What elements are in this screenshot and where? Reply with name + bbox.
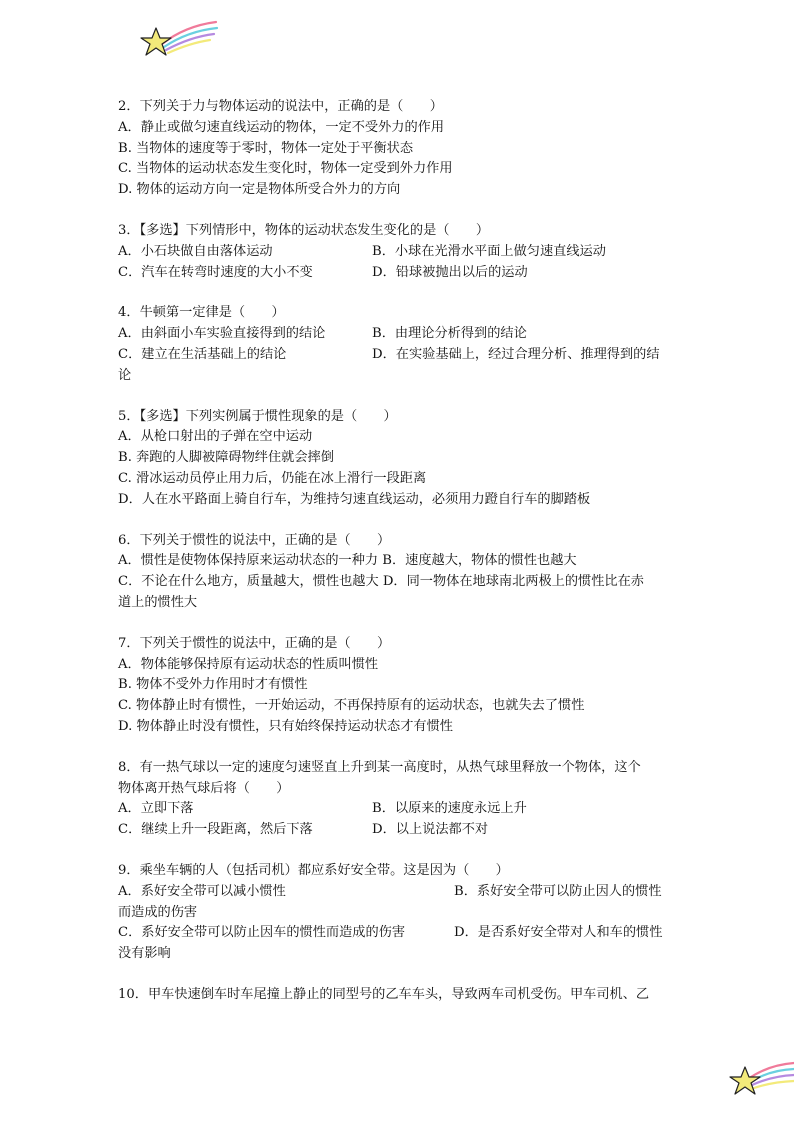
option-d: D. 物体静止时没有惯性，只有始终保持运动状态才有惯性 <box>118 718 453 734</box>
option-b: B．由理论分析得到的结论 <box>372 326 527 342</box>
question-4 <box>118 303 678 386</box>
option-row <box>118 820 678 841</box>
question-stem: 6．下列关于惯性的说法中，正确的是（ ） <box>118 532 391 548</box>
option-c: C. 物体静止时有惯性，一开始运动，不再保持原有的运动状态，也就失去了惯性 <box>118 698 585 714</box>
option-row <box>118 324 678 345</box>
option-a: A．小石块做自由落体运动 <box>118 243 273 259</box>
question-stem: 4．牛顿第一定律是（ ） <box>118 305 285 321</box>
option-line: C．不论在什么地方，质量越大，惯性也越大 D．同一物体在地球南北两极上的惯性比在赤 <box>118 574 644 590</box>
option-b-continued: 而造成的伤害 <box>118 904 198 920</box>
option-a: A．立即下落 <box>118 801 194 817</box>
option-d: D．以上说法都不对 <box>372 822 489 838</box>
question-stem: 10．甲车快速倒车时车尾撞上静止的同型号的乙车车头，导致两车司机受伤。甲车司机、乙 <box>118 986 650 1002</box>
question-stem: 2．下列关于力与物体运动的说法中，正确的是（ ） <box>118 99 443 114</box>
question-2 <box>118 97 678 201</box>
option-a: A．由斜面小车实验直接得到的结论 <box>118 326 326 342</box>
question-stem: 9．乘坐车辆的人（包括司机）都应系好安全带。这是因为（ ） <box>118 862 509 878</box>
option-row <box>118 242 678 263</box>
question-stem: 3．【多选】下列情形中，物体的运动状态发生变化的是（ ） <box>118 222 490 238</box>
question-10 <box>118 985 678 1006</box>
question-5 <box>118 407 678 511</box>
option-d: D．在实验基础上，经过合理分析、推理得到的结 <box>372 346 660 362</box>
option-row <box>118 882 678 903</box>
option-b: B. 当物体的速度等于零时，物体一定处于平衡状态 <box>118 140 414 156</box>
question-3 <box>118 221 678 283</box>
shooting-star-icon <box>140 18 220 64</box>
option-c: C．系好安全带可以防止因车的惯性而造成的伤害 <box>118 925 406 941</box>
question-stem: 8．有一热气球以一定的速度匀速竖直上升到某一高度时，从热气球里释放一个物体，这个 <box>118 759 641 775</box>
option-b: B. 物体不受外力作用时才有惯性 <box>118 677 308 693</box>
shooting-star-icon <box>728 1055 794 1105</box>
option-a: A．从枪口射出的子弹在空中运动 <box>118 429 313 445</box>
option-row <box>118 799 678 820</box>
option-d: D．人在水平路面上骑自行车，为维持匀速直线运动，必须用力蹬自行车的脚踏板 <box>118 491 591 507</box>
option-b: B. 奔跑的人脚被障碍物绊住就会摔倒 <box>118 450 334 466</box>
option-c: C. 滑冰运动员停止用力后，仍能在冰上滑行一段距离 <box>118 470 427 486</box>
option-c: C．继续上升一段距离，然后下落 <box>118 822 313 838</box>
question-stem: 5．【多选】下列实例属于惯性现象的是（ ） <box>118 408 397 424</box>
option-b: B．系好安全带可以防止因人的惯性 <box>454 883 662 899</box>
option-a: A．物体能够保持原有运动状态的性质叫惯性 <box>118 656 379 672</box>
option-row <box>118 263 678 284</box>
question-list <box>118 97 678 1026</box>
option-d: D. 物体的运动方向一定是物体所受合外力的方向 <box>118 182 401 198</box>
question-6 <box>118 531 678 614</box>
option-line: 道上的惯性大 <box>118 594 198 610</box>
option-d-continued: 论 <box>118 367 132 383</box>
question-7 <box>118 634 678 738</box>
option-c: C. 当物体的运动状态发生变化时，物体一定受到外力作用 <box>118 161 453 177</box>
option-row <box>118 345 678 366</box>
option-a: A．系好安全带可以减小惯性 <box>118 883 286 899</box>
option-d: D．铅球被抛出以后的运动 <box>372 264 528 280</box>
option-b: B．小球在光滑水平面上做匀速直线运动 <box>372 243 606 259</box>
option-d-continued: 没有影响 <box>118 946 171 962</box>
option-line: A．惯性是使物体保持原来运动状态的一种力 B．速度越大，物体的惯性也越大 <box>118 553 577 569</box>
question-stem-continued: 物体离开热气球后将（ ） <box>118 780 290 796</box>
option-c: C．汽车在转弯时速度的大小不变 <box>118 264 313 280</box>
option-row <box>118 923 678 944</box>
question-8 <box>118 758 678 841</box>
option-d: D．是否系好安全带对人和车的惯性 <box>454 925 663 941</box>
option-a: A．静止或做匀速直线运动的物体，一定不受外力的作用 <box>118 119 445 135</box>
question-stem: 7．下列关于惯性的说法中，正确的是（ ） <box>118 635 391 651</box>
question-9 <box>118 861 678 965</box>
option-b: B．以原来的速度永远上升 <box>372 801 527 817</box>
option-c: C．建立在生活基础上的结论 <box>118 346 287 362</box>
